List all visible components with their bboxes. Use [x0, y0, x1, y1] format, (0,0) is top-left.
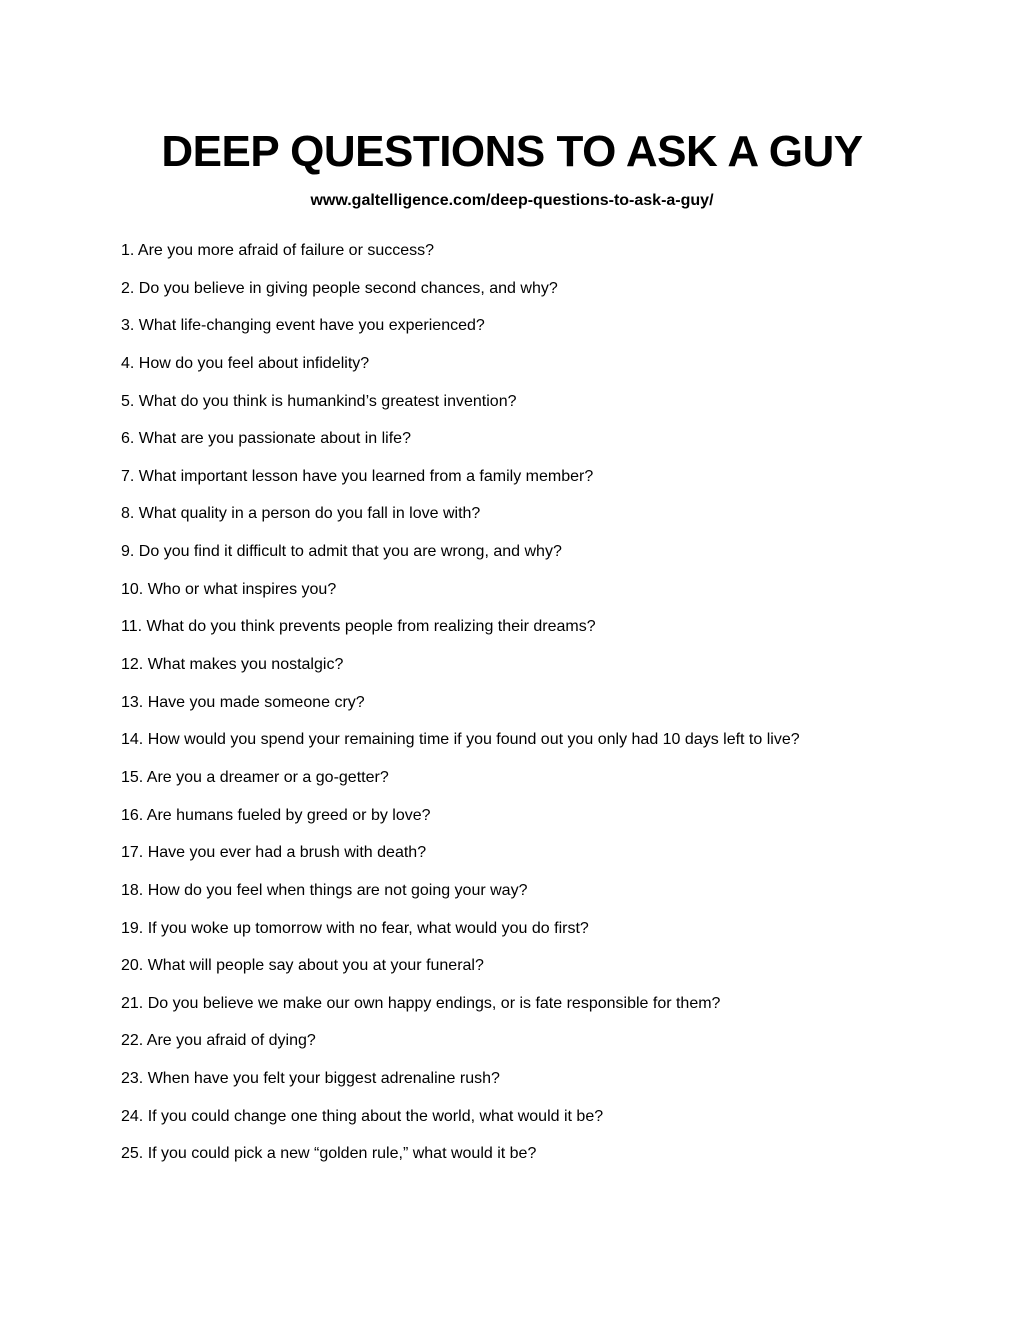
question-list: [121, 240, 981, 1181]
question-item: 16. Are humans fueled by greed or by love?: [121, 806, 431, 824]
page-title: DEEP QUESTIONS TO ASK A GUY: [161, 127, 863, 176]
question-item: 23. When have you felt your biggest adrenaline rush?: [121, 1070, 500, 1088]
question-item: 10. Who or what inspires you?: [121, 580, 337, 598]
source-url: www.galtelligence.com/deep-questions-to-ask-a-guy/: [310, 192, 714, 209]
question-item: 3. What life-changing event have you experienced?: [121, 317, 485, 335]
question-item: 5. What do you think is humankind’s greatest invention?: [121, 392, 517, 410]
question-item: 9. Do you find it difficult to admit that you are wrong, and why?: [121, 543, 562, 561]
question-item: 20. What will people say about you at your funeral?: [121, 957, 484, 975]
question-item: 7. What important lesson have you learned from a family member?: [121, 467, 594, 485]
question-item: 12. What makes you nostalgic?: [121, 656, 344, 674]
question-item: 2. Do you believe in giving people second chances, and why?: [121, 279, 558, 297]
question-item: 11. What do you think prevents people from realizing their dreams?: [121, 618, 596, 636]
question-item: 8. What quality in a person do you fall in love with?: [121, 505, 481, 523]
question-item: 24. If you could change one thing about the world, what would it be?: [121, 1107, 604, 1125]
question-item: 15. Are you a dreamer or a go-getter?: [121, 768, 389, 786]
question-item: 4. How do you feel about infidelity?: [121, 354, 370, 372]
question-item: 14. How would you spend your remaining time if you found out you only had 10 days left to live?: [121, 731, 800, 749]
question-item: 13. Have you made someone cry?: [121, 693, 365, 711]
question-item: 17. Have you ever had a brush with death?: [121, 844, 427, 862]
question-item: 25. If you could pick a new “golden rule,” what would it be?: [121, 1145, 537, 1163]
question-item: 18. How do you feel when things are not going your way?: [121, 881, 528, 899]
question-item: 6. What are you passionate about in life?: [121, 430, 411, 448]
question-item: 22. Are you afraid of dying?: [121, 1032, 316, 1050]
question-item: 21. Do you believe we make our own happy endings, or is fate responsible for them?: [121, 994, 721, 1012]
question-item: 1. Are you more afraid of failure or success?: [121, 242, 435, 259]
question-item: 19. If you woke up tomorrow with no fear, what would you do first?: [121, 919, 589, 937]
